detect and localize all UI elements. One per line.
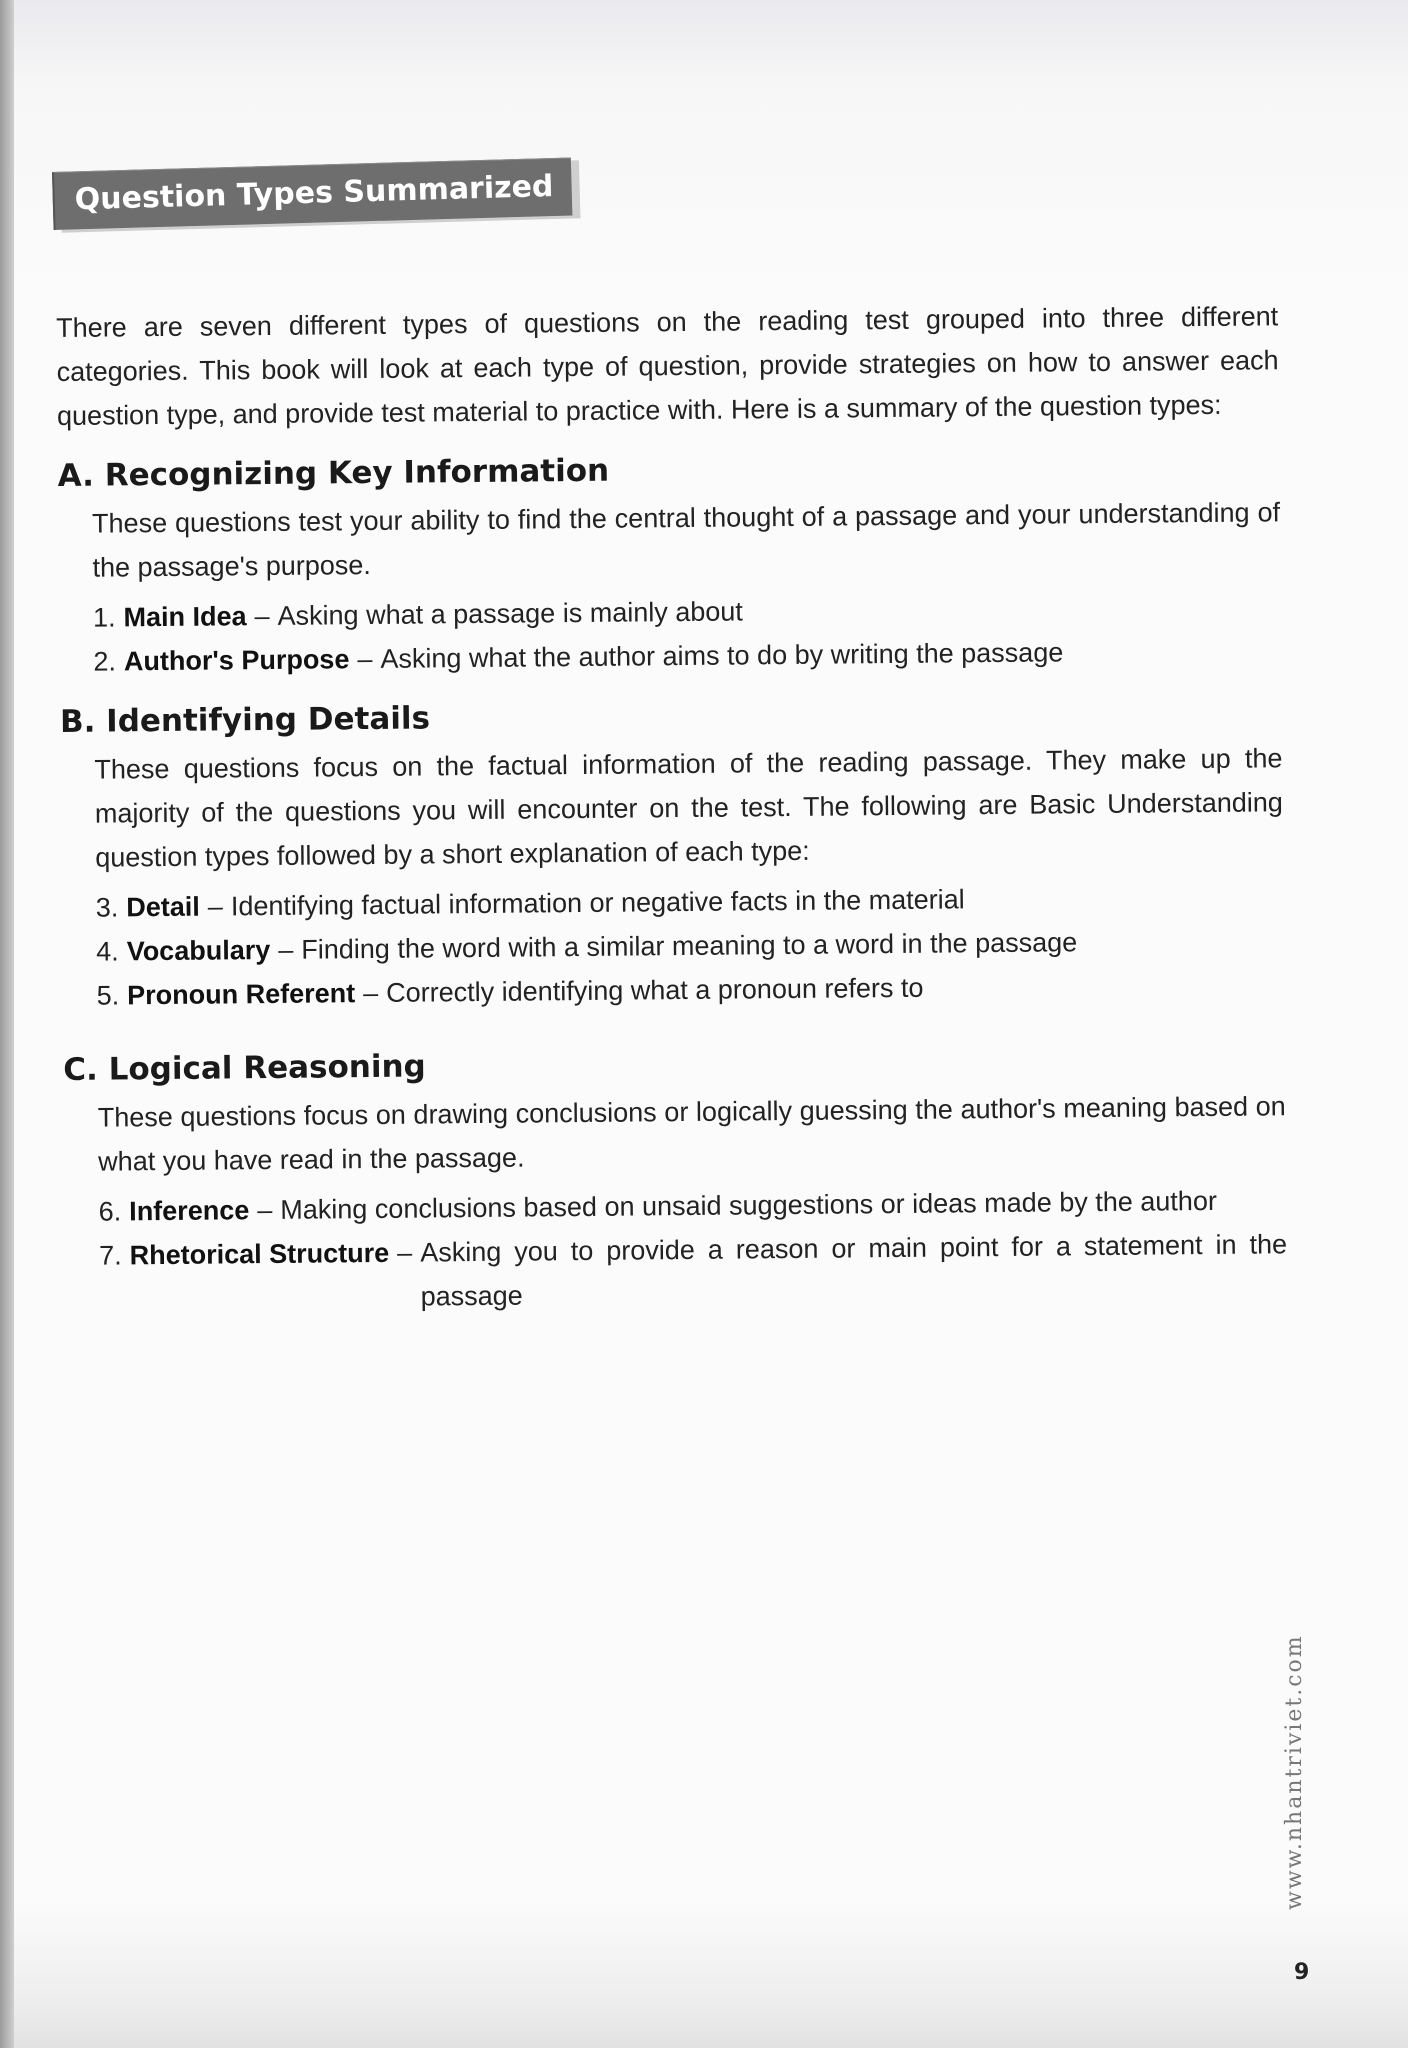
item-description: Identifying factual information or negative facts in the material bbox=[230, 884, 965, 922]
item-number: 3. bbox=[95, 892, 119, 923]
item-name: Detail bbox=[126, 891, 200, 923]
page-content bbox=[56, 294, 1288, 1322]
item-name: Vocabulary bbox=[126, 934, 271, 967]
item-description: Asking what a passage is mainly about bbox=[277, 596, 743, 631]
item-separator: – bbox=[257, 1194, 273, 1226]
book-page bbox=[14, 0, 1408, 2048]
item-separator: – bbox=[254, 600, 270, 632]
item-name: Rhetorical Structure bbox=[129, 1237, 390, 1271]
section-b-description: These questions focus on the factual information of the reading passage. They make up the majority of the questions you will encounter on the test. The following are Basic Understanding question types followed by a short explanation of each type: bbox=[94, 743, 1283, 873]
section-c-heading: C. Logical Reasoning bbox=[63, 1048, 426, 1088]
item-name: Author's Purpose bbox=[123, 644, 350, 677]
item-number: 6. bbox=[98, 1196, 122, 1227]
section-banner bbox=[52, 158, 572, 230]
item-number: 4. bbox=[96, 936, 119, 967]
item-description: Asking what the author aims to do by writing the passage bbox=[380, 637, 1064, 674]
book-spine-shadow bbox=[0, 0, 14, 2048]
item-separator: – bbox=[207, 891, 224, 922]
section-b bbox=[60, 692, 1285, 1018]
item-number: 1. bbox=[92, 602, 116, 633]
item-description: Correctly identifying what a pronoun refers to bbox=[386, 972, 924, 1008]
item-name: Inference bbox=[129, 1195, 250, 1227]
item-separator: – bbox=[397, 1237, 413, 1268]
item-number: 2. bbox=[93, 646, 117, 677]
item-name: Pronoun Referent bbox=[127, 978, 356, 1011]
item-description: Asking you to provide a reason or main point for a statement in the passage bbox=[420, 1229, 1288, 1312]
item-separator: – bbox=[278, 934, 294, 965]
banner-title: Question Types Summarized bbox=[74, 169, 554, 218]
page-number: 9 bbox=[1294, 1960, 1310, 1985]
section-a-body bbox=[58, 490, 1282, 684]
item-separator: – bbox=[363, 977, 379, 1009]
item-name: Main Idea bbox=[123, 601, 247, 633]
section-c-body bbox=[64, 1084, 1288, 1322]
item-number: 7. bbox=[98, 1240, 122, 1271]
section-a bbox=[57, 446, 1281, 684]
item-description: Finding the word with a similar meaning to a word in the passage bbox=[301, 927, 1078, 965]
section-a-heading: A. Recognizing Key Information bbox=[57, 452, 610, 494]
section-c-description: These questions focus on drawing conclusions or logically guessing the author's meaning based on what you have read in the passage. bbox=[97, 1091, 1286, 1177]
section-a-description: These questions test your ability to find the central thought of a passage and your understanding of the passage's purpose. bbox=[91, 497, 1281, 583]
section-b-body bbox=[60, 736, 1285, 1018]
publisher-watermark: www.nhantriviet.com bbox=[1282, 1634, 1307, 1910]
item-number: 5. bbox=[96, 980, 120, 1011]
item-description: Making conclusions based on unsaid suggestions or ideas made by the author bbox=[280, 1185, 1218, 1225]
question-type-item bbox=[99, 1222, 1288, 1321]
section-b-heading: B. Identifying Details bbox=[59, 700, 431, 740]
intro-paragraph: There are seven different types of questions on the reading test grouped into three different categories. This book will look at each type of question, provide strategies on how to answer each question type, and provide test material to practice with. Here is a summary of the question types: bbox=[56, 301, 1279, 431]
section-c bbox=[63, 1040, 1288, 1322]
item-separator: – bbox=[357, 643, 373, 675]
